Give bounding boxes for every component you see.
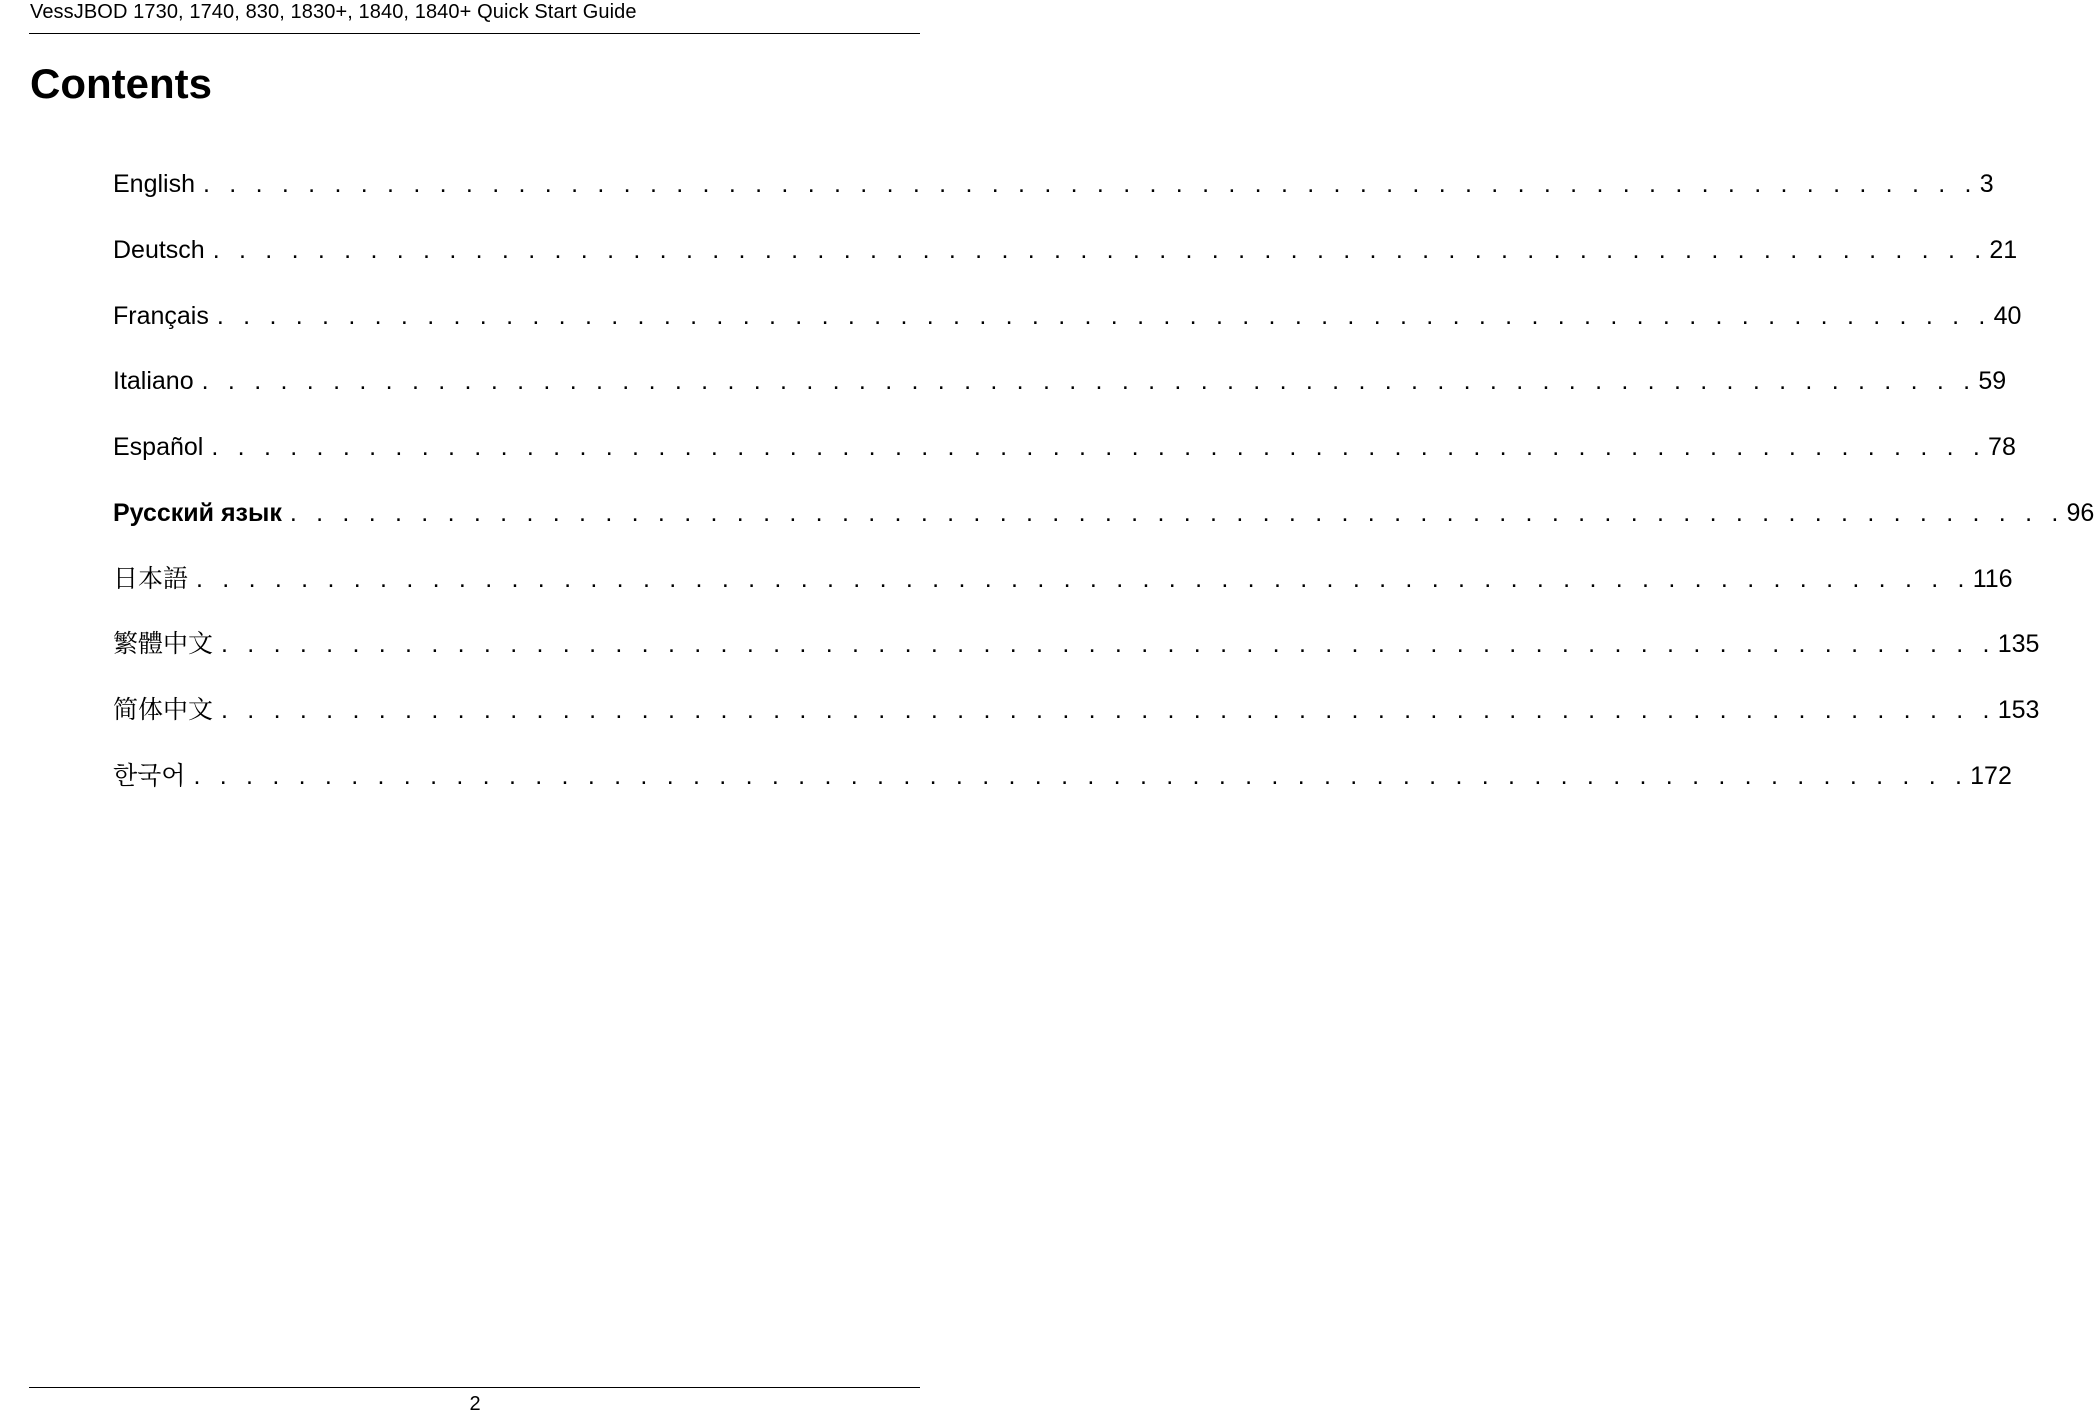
toc-entry-russian[interactable] [113,494,2094,560]
toc-entry-label: Español [113,433,204,461]
toc-entry-page: 21 [1989,235,2018,264]
dot-leader: . . . . . . . . . . . . . . . . . . . . . . . . . . . . . . . . . . . . . . . . . . . . . . . . . . . . . . . . . . . . . . . . . . . . [221,630,1996,659]
dot-leader: . . . . . . . . . . . . . . . . . . . . . . . . . . . . . . . . . . . . . . . . . . . . . . . . . . . . . . . . . . . . . . . . . . . . [201,367,1977,396]
toc-entry-page: 153 [1997,696,2040,724]
toc-entry-korean[interactable] [113,757,2012,823]
toc-entry-deutsch[interactable] [113,231,2018,297]
toc-entry-japanese[interactable] [113,560,2013,626]
dot-leader: . . . . . . . . . . . . . . . . . . . . . . . . . . . . . . . . . . . . . . . . . . . . . . . . . . . . . . . . . . . . . . . . . . . . [193,761,1969,790]
toc-entry-page: 78 [1988,433,2016,461]
toc-entry-italiano[interactable] [113,362,2007,428]
toc-entry-francais[interactable] [113,297,2022,363]
page-title: Contents [30,60,212,107]
toc-entry-label: 한국어 [113,761,186,790]
toc-entry-label: Deutsch [113,235,205,264]
toc-entry-simplified-chinese[interactable] [113,691,2040,757]
toc-entry-page: 116 [1972,564,2013,593]
footer-divider [29,1387,920,1388]
toc-entry-label: 日本語 [113,564,189,593]
toc-entry-page: 135 [1997,630,2040,659]
toc-entry-page: 96 [2066,498,2094,527]
toc-entry-traditional-chinese[interactable] [113,625,2040,691]
toc-entry-label: Italiano [113,367,194,396]
table-of-contents [113,165,2094,823]
toc-entry-label: 繁體中文 [113,630,214,659]
toc-entry-label: Русский язык [113,498,282,527]
toc-entry-page: 59 [1978,367,2007,396]
running-header: VessJBOD 1730, 1740, 830, 1830+, 1840, 1840+ Quick Start Guide [30,1,637,23]
dot-leader: . . . . . . . . . . . . . . . . . . . . . . . . . . . . . . . . . . . . . . . . . . . . . . . . . . . . . . . . . . . . . . . . . . . . [196,564,1971,593]
dot-leader: . . . . . . . . . . . . . . . . . . . . . . . . . . . . . . . . . . . . . . . . . . . . . . . . . . . . . . . . . . . . . . . . . . . . [289,498,2065,527]
dot-leader: . . . . . . . . . . . . . . . . . . . . . . . . . . . . . . . . . . . . . . . . . . . . . . . . . . . . . . . . . . . . . . . . . . . . [216,301,1992,330]
toc-entry-page: 40 [1993,301,2022,330]
toc-entry-espanol[interactable] [113,428,2016,494]
toc-entry-label: 简体中文 [113,696,214,724]
toc-entry-label: English [113,170,195,198]
dot-leader: . . . . . . . . . . . . . . . . . . . . . . . . . . . . . . . . . . . . . . . . . . . . . . . . . . . . . . . . . . . . . . . . . . . . [221,696,1996,724]
dot-leader: . . . . . . . . . . . . . . . . . . . . . . . . . . . . . . . . . . . . . . . . . . . . . . . . . . . . . . . . . . . . . . . . . . . . [212,235,1988,264]
toc-entry-label: Français [113,301,209,330]
dot-leader: . . . . . . . . . . . . . . . . . . . . . . . . . . . . . . . . . . . . . . . . . . . . . . . . . . . . . . . . . . . . . . . . . . . . [203,170,1978,198]
toc-entry-page: 3 [1979,170,1994,198]
toc-entry-english[interactable] [113,165,1994,231]
toc-entry-page: 172 [1970,761,2012,790]
header-divider [29,33,920,34]
page-number: 2 [469,1393,481,1415]
dot-leader: . . . . . . . . . . . . . . . . . . . . . . . . . . . . . . . . . . . . . . . . . . . . . . . . . . . . . . . . . . . . . . . . . . . . [211,433,1987,461]
